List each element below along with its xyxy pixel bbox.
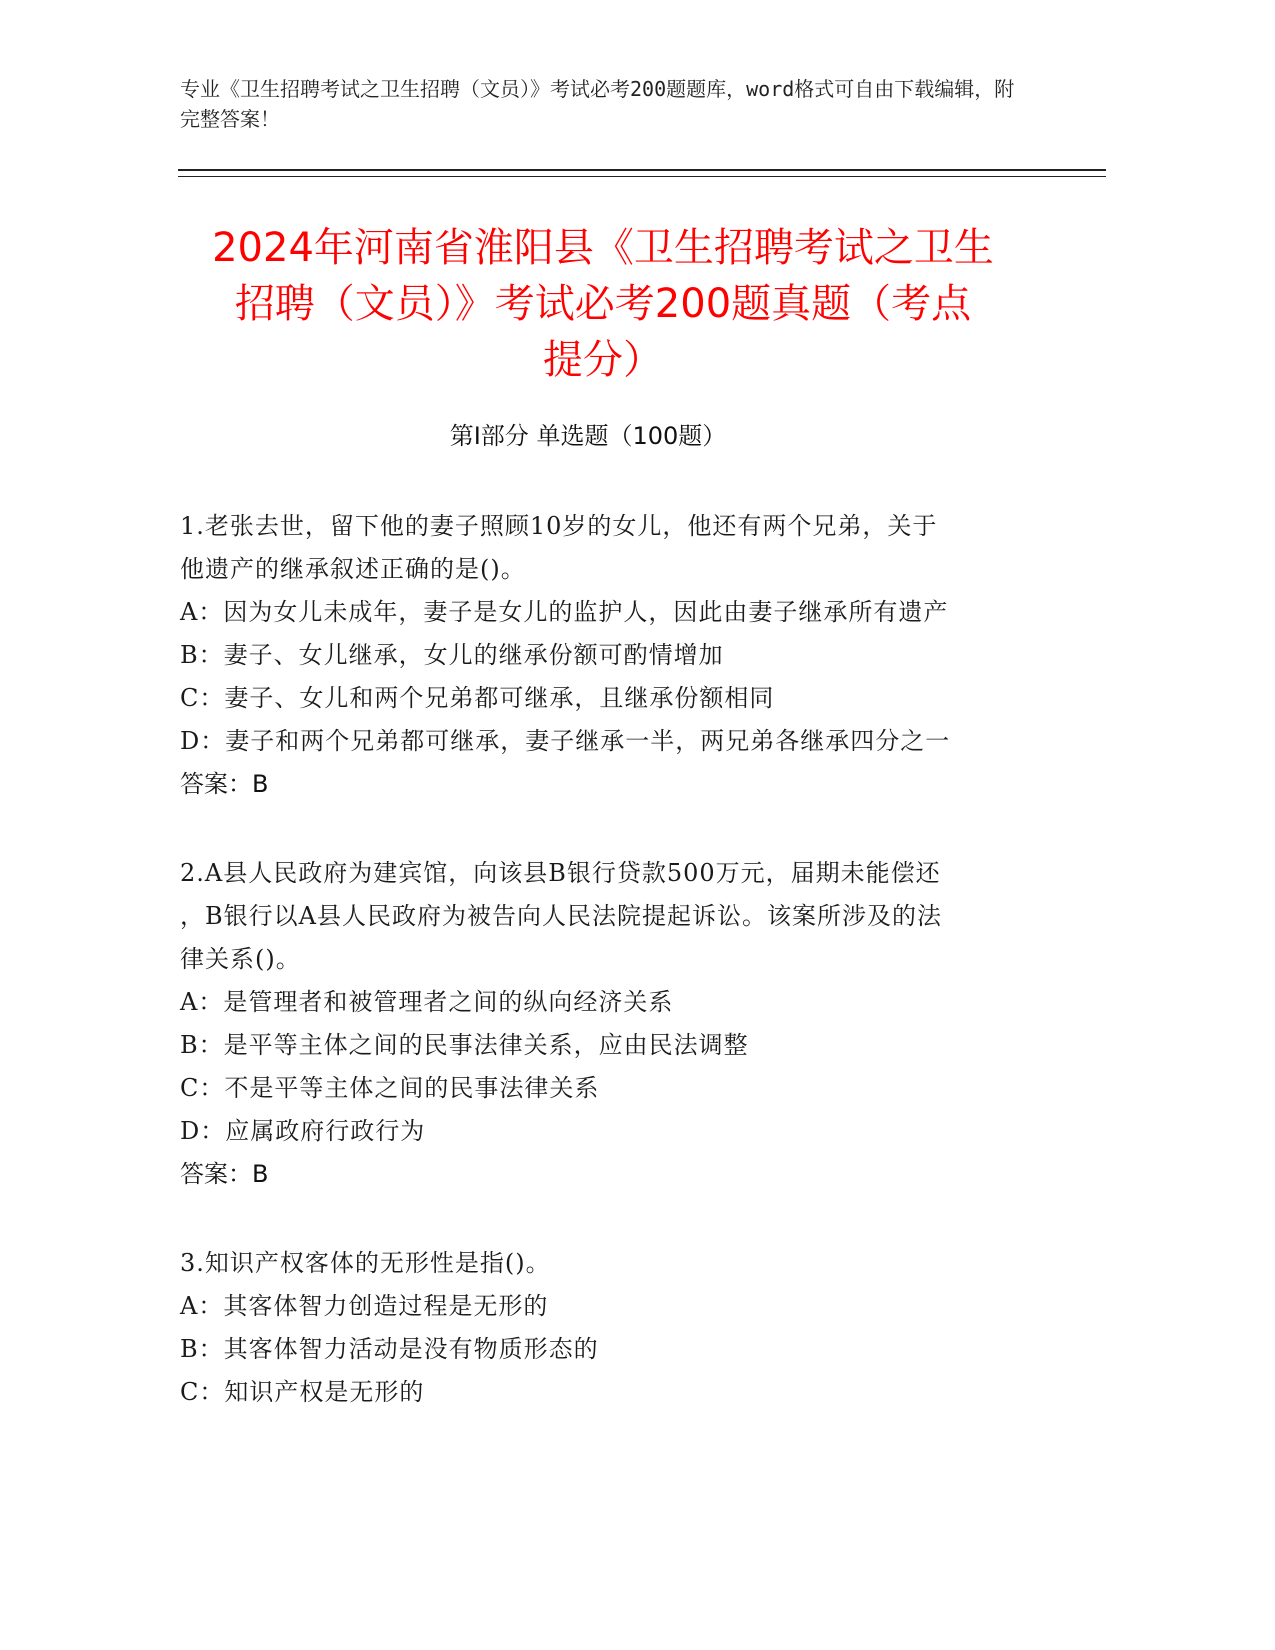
question-2 xyxy=(180,852,1040,1196)
header-rule-thin xyxy=(178,176,1106,177)
option-c: C：知识产权是无形的 xyxy=(180,1378,425,1406)
title-line-3: 提分） xyxy=(543,337,663,383)
header-note: 专业《卫生招聘考试之卫生招聘（文员）》考试必考200题题库，word格式可自由下载编辑，附完整答案！ xyxy=(180,77,1015,131)
option-c: C：妻子、女儿和两个兄弟都可继承，且继承份额相同 xyxy=(180,684,775,712)
header-rule-thick xyxy=(178,169,1106,171)
title-line-2: 招聘（文员）》考试必考200题真题（考点 xyxy=(234,281,972,327)
question-stem: 律关系()。 xyxy=(180,945,301,973)
option-d: D：妻子和两个兄弟都可继承，妻子继承一半，两兄弟各继承四分之一 xyxy=(180,727,951,755)
question-stem: 他遗产的继承叙述正确的是()。 xyxy=(180,555,526,583)
option-a: A：其客体智力创造过程是无形的 xyxy=(180,1292,549,1320)
answer: 答案：B xyxy=(180,1160,269,1188)
option-a: A：是管理者和被管理者之间的纵向经济关系 xyxy=(180,988,674,1016)
question-1 xyxy=(180,505,1040,806)
question-stem: ，B银行以A县人民政府为被告向人民法院提起诉讼。该案所涉及的法 xyxy=(180,902,942,930)
title-line-1: 2024年河南省淮阳县《卫生招聘考试之卫生 xyxy=(212,225,994,271)
option-d: D：应属政府行政行为 xyxy=(180,1117,426,1145)
question-stem: 2.A县人民政府为建宾馆，向该县B银行贷款500万元，届期未能偿还 xyxy=(180,859,941,887)
option-b: B：妻子、女儿继承，女儿的继承份额可酌情增加 xyxy=(180,641,724,669)
option-a: A：因为女儿未成年，妻子是女儿的监护人，因此由妻子继承所有遗产 xyxy=(180,598,949,626)
question-3 xyxy=(180,1242,1040,1414)
option-b: B：其客体智力活动是没有物质形态的 xyxy=(180,1335,599,1363)
answer: 答案：B xyxy=(180,770,269,798)
document-title xyxy=(178,220,1028,388)
question-stem: 1.老张去世，留下他的妻子照顾10岁的女儿，他还有两个兄弟，关于 xyxy=(180,512,938,540)
option-b: B：是平等主体之间的民事法律关系，应由民法调整 xyxy=(180,1031,749,1059)
question-list xyxy=(180,505,1040,1460)
section-title: 第Ⅰ部分 单选题（100题） xyxy=(449,422,727,450)
option-c: C：不是平等主体之间的民事法律关系 xyxy=(180,1074,600,1102)
question-stem: 3.知识产权客体的无形性是指()。 xyxy=(180,1249,551,1277)
